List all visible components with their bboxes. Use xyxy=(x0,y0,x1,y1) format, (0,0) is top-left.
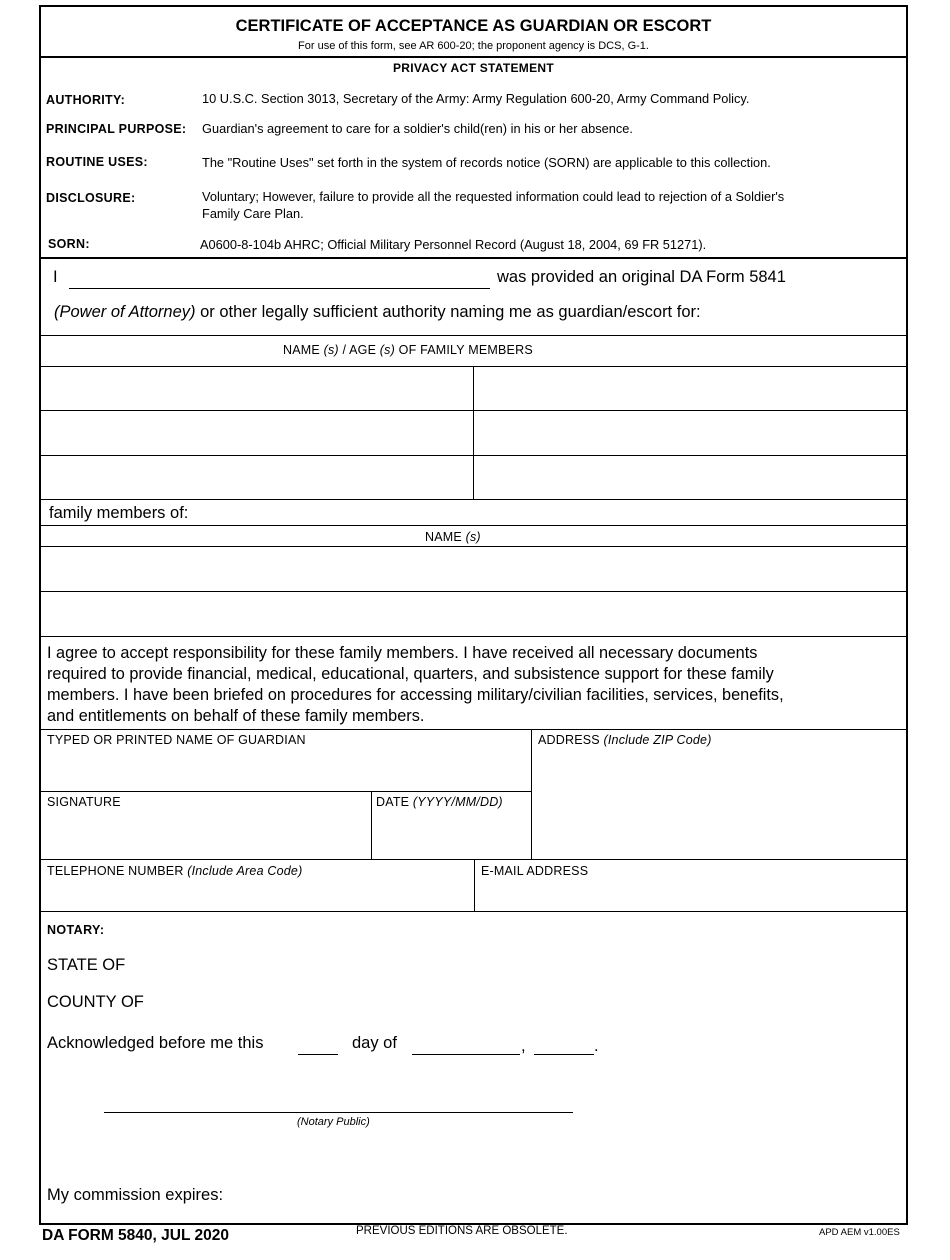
address-field[interactable] xyxy=(536,751,902,857)
form-id: DA FORM 5840, JUL 2020 xyxy=(42,1227,229,1244)
address-hint: (Include ZIP Code) xyxy=(603,733,712,747)
guardian-name-label: TYPED OR PRINTED NAME OF GUARDIAN xyxy=(47,733,306,747)
divider xyxy=(41,335,906,336)
email-field[interactable] xyxy=(479,882,903,908)
authority-label: AUTHORITY: xyxy=(46,93,126,107)
purpose-label: PRINCIPAL PURPOSE: xyxy=(46,122,187,136)
agreement-line: and entitlements on behalf of these family members. xyxy=(47,707,425,725)
comma: , xyxy=(521,1037,526,1055)
poa-italic: (Power of Attorney) xyxy=(54,303,196,321)
header-rest: OF FAMILY MEMBERS xyxy=(394,343,533,357)
underline xyxy=(104,1112,573,1113)
period: . xyxy=(594,1037,599,1055)
signature-field[interactable] xyxy=(45,813,367,855)
family-members-header xyxy=(283,343,533,357)
typed-name-field[interactable] xyxy=(45,751,529,789)
divider xyxy=(41,636,906,637)
underline xyxy=(534,1054,594,1055)
underline xyxy=(412,1054,520,1055)
disclosure-text-2: Family Care Plan. xyxy=(202,206,304,221)
underline xyxy=(69,288,490,289)
sorn-text: A0600-8-104b AHRC; Official Military Personnel Record (August 18, 2004, 69 FR 51271). xyxy=(200,237,707,252)
family-member-field-1b[interactable] xyxy=(478,370,903,407)
poa-rest: or other legally sufficient authority naming me as guardian/escort for: xyxy=(195,303,701,321)
family-member-field-1a[interactable] xyxy=(45,370,469,407)
divider xyxy=(41,499,906,500)
statement-poa xyxy=(54,303,701,322)
header-s: (s) xyxy=(379,343,395,357)
underline xyxy=(298,1054,338,1055)
member-of-name-field-1[interactable] xyxy=(45,550,903,587)
disclosure-label: DISCLOSURE: xyxy=(46,191,136,205)
telephone-field[interactable] xyxy=(45,882,470,908)
county-of-label: COUNTY OF xyxy=(47,993,144,1011)
form-container xyxy=(39,5,908,1225)
statement-provided: was provided an original DA Form 5841 xyxy=(497,268,786,286)
sorn-label: SORN: xyxy=(48,237,90,251)
names-header-s: (s) xyxy=(465,530,481,544)
column-divider xyxy=(371,791,372,859)
email-label: E-MAIL ADDRESS xyxy=(481,864,589,878)
member-of-name-field-2[interactable] xyxy=(45,595,903,632)
routine-uses-text: The "Routine Uses" set forth in the system of records notice (SORN) are applicable to this collection. xyxy=(202,155,771,170)
header-name: NAME xyxy=(283,343,324,357)
notary-label: NOTARY: xyxy=(47,923,105,937)
divider xyxy=(41,791,531,792)
divider xyxy=(41,729,906,730)
previous-editions: PREVIOUS EDITIONS ARE OBSOLETE. xyxy=(356,1225,568,1237)
form-title: CERTIFICATE OF ACCEPTANCE AS GUARDIAN OR ESCORT xyxy=(235,17,712,35)
family-member-field-3a[interactable] xyxy=(45,459,469,496)
version-label: APD AEM v1.00ES xyxy=(819,1227,900,1238)
family-of-label: family members of: xyxy=(49,504,189,522)
agreement-line: required to provide financial, medical, educational, quarters, and subsistence support for these family xyxy=(47,665,774,683)
family-member-field-2b[interactable] xyxy=(478,414,903,451)
names-header xyxy=(425,530,481,544)
commission-label: My commission expires: xyxy=(47,1186,224,1204)
divider xyxy=(41,591,906,592)
telephone-hint: (Include Area Code) xyxy=(187,864,303,878)
routine-uses-label: ROUTINE USES: xyxy=(46,155,148,169)
signature-label: SIGNATURE xyxy=(47,795,121,809)
month-field[interactable] xyxy=(412,1033,520,1053)
commission-expires-field[interactable] xyxy=(237,1185,537,1207)
guardian-name-field[interactable] xyxy=(69,265,489,287)
names-header-text: NAME xyxy=(425,530,466,544)
column-divider xyxy=(474,859,475,911)
date-field[interactable] xyxy=(375,813,527,855)
day-field[interactable] xyxy=(298,1033,338,1053)
divider xyxy=(41,911,906,912)
date-label-text: DATE xyxy=(376,795,413,809)
agreement-line: members. I have been briefed on procedures for accessing military/civilian facilities, services, benefits, xyxy=(47,686,784,704)
year-field[interactable] xyxy=(534,1033,594,1053)
telephone-label-text: TELEPHONE NUMBER xyxy=(47,864,188,878)
day-of-label: day of xyxy=(352,1034,397,1052)
divider xyxy=(41,56,906,58)
agreement-line: I agree to accept responsibility for these family members. I have received all necessary documents xyxy=(47,644,758,662)
divider xyxy=(41,257,906,259)
family-member-field-2a[interactable] xyxy=(45,414,469,451)
column-divider xyxy=(531,729,532,859)
purpose-text: Guardian's agreement to care for a soldier's child(ren) in his or her absence. xyxy=(202,121,633,136)
state-of-label: STATE OF xyxy=(47,956,126,974)
divider xyxy=(41,546,906,547)
address-label xyxy=(538,733,712,747)
telephone-label xyxy=(47,864,302,878)
family-member-field-3b[interactable] xyxy=(478,459,903,496)
privacy-act-title: PRIVACY ACT STATEMENT xyxy=(393,61,554,75)
statement-i: I xyxy=(53,268,58,286)
authority-text: 10 U.S.C. Section 3013, Secretary of the Army: Army Regulation 600-20, Army Command Policy. xyxy=(202,91,750,106)
form-subtitle: For use of this form, see AR 600-20; the proponent agency is DCS, G-1. xyxy=(298,40,649,52)
agreement-text xyxy=(47,643,784,727)
acknowledged-label: Acknowledged before me this xyxy=(47,1034,264,1052)
notary-public-label: (Notary Public) xyxy=(297,1116,370,1128)
header-age: / AGE xyxy=(338,343,380,357)
notary-public-signature[interactable] xyxy=(104,1087,572,1111)
address-label-text: ADDRESS xyxy=(538,733,604,747)
date-label xyxy=(376,795,503,809)
divider xyxy=(41,525,906,526)
date-hint: (YYYY/MM/DD) xyxy=(412,795,503,809)
column-divider xyxy=(473,366,474,499)
header-s: (s) xyxy=(323,343,339,357)
disclosure-text-1: Voluntary; However, failure to provide all the requested information could lead to rejection of a Soldier's xyxy=(202,189,785,204)
